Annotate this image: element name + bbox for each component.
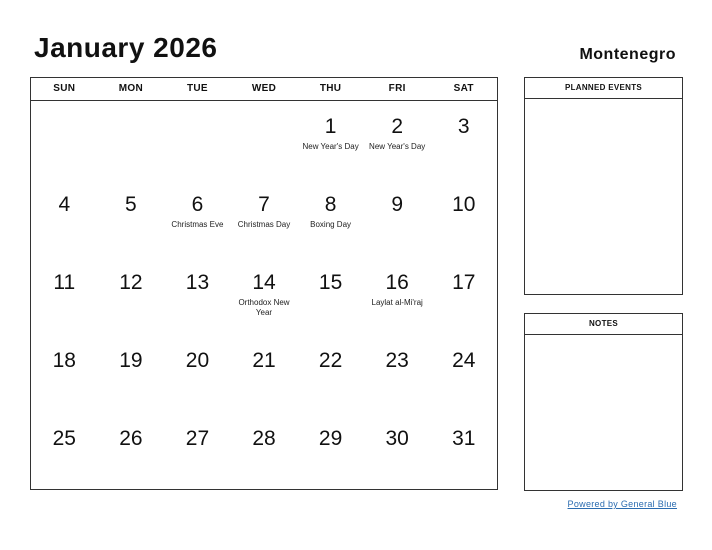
day-number: 1: [324, 115, 337, 138]
day-number: 22: [318, 349, 343, 372]
day-cell: [297, 335, 364, 413]
calendar-week: [31, 257, 497, 335]
day-number: 28: [252, 427, 276, 450]
weekday-fri: FRI: [388, 83, 406, 94]
calendar-week: [31, 179, 497, 257]
day-cell: [31, 101, 98, 179]
day-number: 30: [385, 427, 409, 450]
day-cell: [98, 413, 165, 491]
day-cell: [98, 101, 165, 179]
day-number: 5: [125, 193, 137, 216]
day-cell: [364, 179, 431, 257]
day-number: 17: [452, 271, 476, 294]
day-number: 15: [318, 271, 343, 294]
day-cell: [164, 179, 231, 257]
day-cell: [297, 257, 364, 335]
day-cell: [364, 335, 431, 413]
day-number: 12: [119, 271, 143, 294]
weekday-tue: TUE: [186, 83, 208, 94]
day-number: 23: [385, 349, 409, 372]
planned-events-heading: PLANNED EVENTS: [525, 78, 682, 99]
day-number: 16: [385, 271, 409, 294]
day-cell: [31, 179, 98, 257]
day-cell: [364, 413, 431, 491]
day-cell: [231, 257, 298, 335]
day-number: 29: [318, 427, 343, 450]
weekday-sun: SUN: [53, 83, 76, 94]
day-cell: [364, 101, 431, 179]
day-number: 8: [324, 193, 337, 216]
holiday-label: Orthodox New Year: [238, 298, 290, 317]
day-number: 2: [391, 115, 404, 138]
day-number: 31: [452, 427, 476, 450]
holiday-label: New Year's Day: [369, 142, 426, 151]
weekday-sat: SAT: [453, 83, 474, 94]
day-number: 4: [58, 193, 71, 216]
day-cell: [231, 335, 298, 413]
weekday-header: [31, 78, 497, 101]
day-number: 13: [185, 271, 210, 294]
day-number: 19: [119, 349, 143, 372]
calendar-grid: [31, 101, 497, 491]
day-number: 3: [457, 115, 470, 138]
day-number: 26: [119, 427, 143, 450]
weekday-wed: WED: [251, 83, 277, 94]
calendar-week: [31, 413, 497, 491]
day-cell: [430, 257, 497, 335]
day-cell: [297, 413, 364, 491]
day-number: 24: [452, 349, 476, 372]
day-number: 6: [191, 193, 204, 216]
day-cell: [98, 179, 165, 257]
day-cell: [297, 179, 364, 257]
day-cell: [430, 335, 497, 413]
day-number: 9: [391, 193, 404, 216]
country-name: Montenegro: [579, 46, 676, 63]
day-number: 18: [52, 349, 76, 372]
day-number: 21: [252, 349, 276, 372]
day-cell: [364, 257, 431, 335]
holiday-label: New Year's Day: [302, 142, 359, 151]
calendar-week: [31, 335, 497, 413]
day-cell: [98, 335, 165, 413]
page-title: January 2026: [34, 32, 218, 63]
day-cell: [164, 257, 231, 335]
day-cell: [231, 179, 298, 257]
day-cell: [430, 101, 497, 179]
day-number: 20: [185, 349, 210, 372]
day-cell: [297, 101, 364, 179]
day-cell: [430, 413, 497, 491]
day-number: 10: [452, 193, 476, 216]
day-number: 25: [52, 427, 76, 450]
planned-events-panel: [524, 77, 683, 295]
day-cell: [231, 101, 298, 179]
day-number: 11: [53, 271, 76, 294]
day-cell: [164, 413, 231, 491]
day-cell: [164, 101, 231, 179]
notes-heading: NOTES: [525, 314, 682, 335]
calendar-week: [31, 101, 497, 179]
day-cell: [164, 335, 231, 413]
day-cell: [98, 257, 165, 335]
holiday-label: Boxing Day: [310, 220, 352, 229]
month-calendar: [30, 77, 498, 490]
day-cell: [31, 335, 98, 413]
holiday-label: Christmas Day: [237, 220, 291, 229]
notes-panel: [524, 313, 683, 491]
day-cell: [31, 413, 98, 491]
powered-by-link[interactable]: Powered by General Blue: [567, 499, 677, 509]
day-cell: [31, 257, 98, 335]
day-cell: [231, 413, 298, 491]
holiday-label: Laylat al-Mi'raj: [371, 298, 423, 307]
holiday-label: Christmas Eve: [171, 220, 224, 229]
day-number: 7: [258, 193, 270, 216]
day-number: 14: [252, 271, 276, 294]
weekday-mon: MON: [118, 83, 143, 94]
day-cell: [430, 179, 497, 257]
day-number: 27: [185, 427, 210, 450]
weekday-thu: THU: [319, 83, 342, 94]
